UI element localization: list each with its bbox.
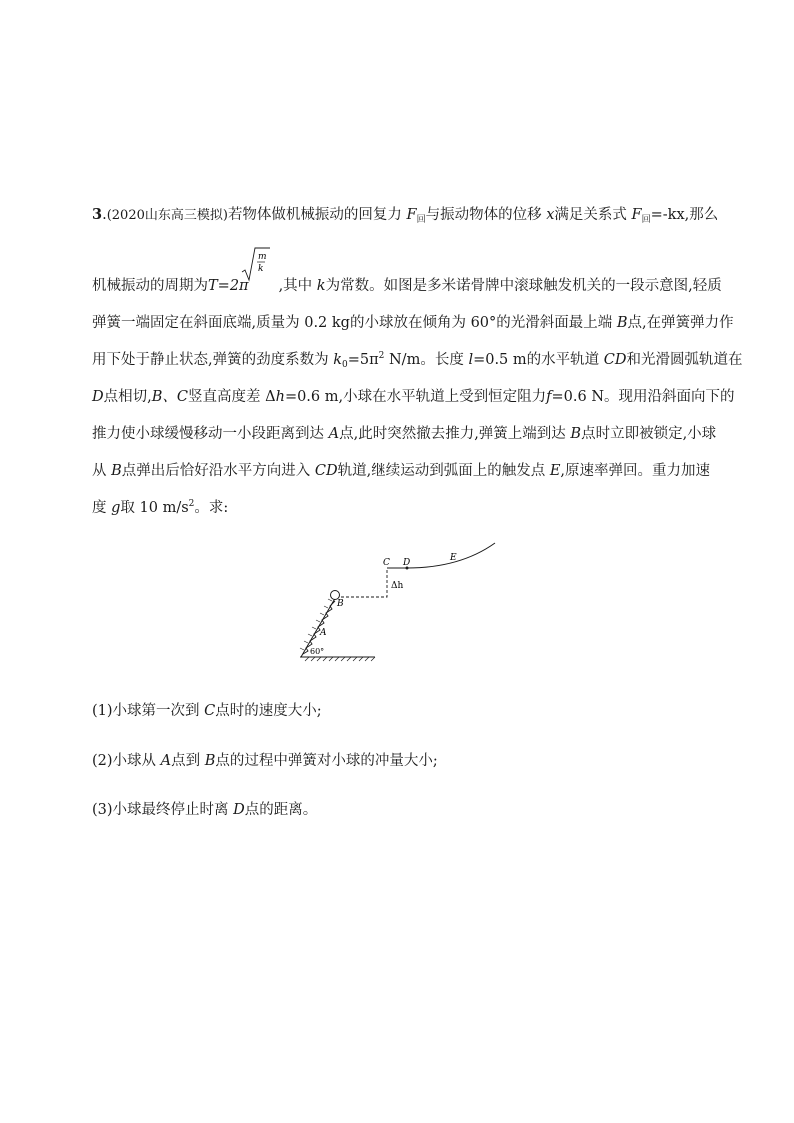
problem-line-1: 3.(2020山东高三模拟)若物体做机械振动的回复力 $F_回$与振动物体的位移 x满足关系式 $F_回=-kx$,那么 [92,206,719,225]
label-c: C [383,558,390,568]
ground-hatching [300,657,375,661]
mechanism-diagram [295,538,505,663]
problem-number: 3 [92,206,103,223]
question-1: (1)小球第一次到 C点时的速度大小; [92,703,322,719]
question-3: (3)小球最终停止时离 D点的距离。 [92,802,318,818]
problem-line-6: 推力使小球缓慢移动一小段距离到达 A点,此时突然撤去推力,弹簧上端到达 B点时立即被锁定,小球 [92,426,717,442]
label-delta-h: Δh [391,581,404,591]
incline-hatching [300,599,332,650]
sqrt-numerator: m [258,252,267,262]
label-b: B [337,599,344,609]
question-2: (2)小球从 A点到 B点的过程中弹簧对小球的冲量大小; [92,753,438,769]
dashed-trajectory [341,568,387,597]
problem-line-2: 机械振动的周期为T=2π ,其中 k为常数。如图是多米诺骨牌中滚球触发机关的一段示意图,轻质 [92,278,722,294]
problem-line-5: D点相切,B、C竖直高度差 Δh=0.6 m,小球在水平轨道上受到恒定阻力f=0.6 N。现用沿斜面向下的 [92,389,735,405]
problem-line-4: 用下处于静止状态,弹簧的劲度系数为 $k_0=5\pi^2$ N/m。长度 l=0.5 m的水平轨道 CD和光滑圆弧轨道在 [92,351,743,370]
problem-line-7: 从 B点弹出后恰好沿水平方向进入 CD轨道,继续运动到弧面上的触发点 E,原速率弹回。重力加速 [92,463,711,479]
problem-line-8: 度 g取 10 $m/s^2$。求: [92,499,229,516]
problem-source: (2020山东高三模拟) [106,208,228,223]
sqrt-denominator: k [258,264,264,274]
label-e: E [450,553,457,563]
label-a: A [320,628,327,638]
label-d: D [403,558,411,568]
problem-line-3: 弹簧一端固定在斜面底端,质量为 0.2 kg的小球放在倾角为 60°的光滑斜面最上端 B点,在弹簧弹力作 [92,315,734,331]
label-angle: 60° [310,647,325,656]
